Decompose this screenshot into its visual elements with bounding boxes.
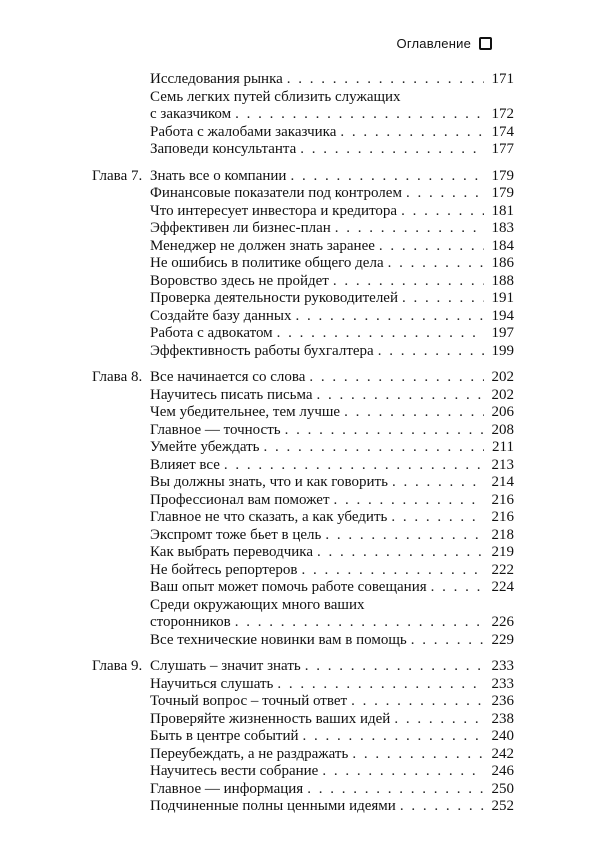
toc-entry[interactable] bbox=[92, 273, 514, 291]
toc-entry-title: Эффективность работы бухгалтера bbox=[150, 342, 374, 359]
toc-entry-title: Что интересует инвестора и кредитора bbox=[150, 202, 398, 219]
toc-section bbox=[92, 168, 514, 361]
toc-entry-page: 238 bbox=[491, 710, 514, 727]
toc-entry-title: Влияет все bbox=[150, 456, 220, 473]
toc-entry-page: 197 bbox=[491, 325, 514, 341]
toc-entry-page: 202 bbox=[491, 386, 514, 403]
toc-entry-title: Быть в центре событий bbox=[150, 728, 299, 744]
toc-entry-title: Вы должны знать, что и как говорить bbox=[150, 474, 388, 490]
toc-entry-title: Переубеждать, а не раздражать bbox=[150, 745, 349, 762]
toc-entry-title-line: Семь легких путей сблизить служащих bbox=[150, 88, 401, 105]
toc-entry-title: Точный вопрос – точный ответ bbox=[150, 693, 348, 709]
toc-entry-page: 181 bbox=[491, 202, 514, 219]
toc-entry[interactable] bbox=[92, 185, 514, 203]
toc-entry-title: Научитесь вести собрание bbox=[150, 763, 319, 779]
toc-entry-page: 233 bbox=[491, 658, 514, 674]
dot-leader bbox=[235, 106, 484, 124]
toc-entry-page: 184 bbox=[491, 237, 514, 254]
toc-entry-page: 183 bbox=[491, 220, 514, 236]
dot-leader bbox=[400, 798, 484, 816]
toc-entry[interactable] bbox=[92, 168, 514, 186]
dot-leader bbox=[285, 422, 484, 440]
dot-leader bbox=[334, 492, 484, 510]
toc-entry-title: Чем убедительнее, тем лучше bbox=[150, 404, 341, 420]
toc-entry[interactable] bbox=[92, 457, 514, 475]
toc-entry[interactable] bbox=[92, 614, 514, 632]
toc-entry-page: 222 bbox=[491, 561, 514, 578]
toc-entry-page: 194 bbox=[491, 307, 514, 324]
toc-entry-title: сторонников bbox=[150, 614, 231, 630]
toc-entry-title: Ваш опыт может помочь работе совещания bbox=[150, 579, 427, 595]
dot-leader bbox=[352, 746, 484, 764]
toc-entry-title: Знать все о компании bbox=[150, 167, 287, 184]
dot-leader bbox=[277, 676, 484, 694]
toc-entry[interactable] bbox=[92, 763, 514, 781]
toc-entry-title: Менеджер не должен знать заранее bbox=[150, 237, 375, 254]
toc-entry-page: 171 bbox=[491, 71, 514, 87]
toc-entry-title: Умейте убеждать bbox=[150, 439, 260, 455]
toc-entry-title: Работа с адвокатом bbox=[150, 325, 273, 341]
dot-leader bbox=[303, 728, 484, 746]
toc-entry-page: 211 bbox=[492, 439, 514, 455]
toc-entry-title: Все начинается со слова bbox=[150, 369, 306, 385]
toc-entry[interactable] bbox=[92, 238, 514, 256]
toc-entry[interactable] bbox=[92, 658, 514, 676]
toc-entry-title: Профессионал вам поможет bbox=[150, 491, 330, 508]
toc-entry-title: с заказчиком bbox=[150, 106, 232, 122]
toc-entry[interactable] bbox=[92, 509, 514, 527]
dot-leader bbox=[411, 632, 484, 650]
dot-leader bbox=[351, 693, 484, 711]
toc-entry[interactable] bbox=[92, 325, 514, 343]
toc-entry-title: Главное — точность bbox=[150, 421, 281, 438]
toc-entry-title: Экспромт тоже бьет в цель bbox=[150, 526, 322, 543]
toc-entry-page: 199 bbox=[491, 342, 514, 359]
toc-entry-title: Главное — информация bbox=[150, 780, 304, 797]
dot-leader bbox=[402, 290, 484, 308]
toc-entry-page: 216 bbox=[491, 491, 514, 508]
toc-section bbox=[92, 658, 514, 816]
toc-entry[interactable] bbox=[92, 632, 514, 650]
dot-leader bbox=[394, 711, 484, 729]
toc-entry-title: Проверка деятельности руководителей bbox=[150, 290, 398, 306]
toc-entry-page: 229 bbox=[491, 631, 514, 648]
toc-entry-page: 206 bbox=[491, 404, 514, 420]
toc-entry[interactable] bbox=[92, 71, 514, 89]
toc-entry-page: 174 bbox=[491, 123, 514, 140]
chapter-label: Глава 8. bbox=[92, 369, 143, 385]
toc-entry-page: 188 bbox=[491, 272, 514, 289]
toc-entry[interactable] bbox=[92, 492, 514, 510]
toc-entry-page: 218 bbox=[491, 526, 514, 543]
dot-leader bbox=[391, 509, 484, 527]
toc-entry-title: Заповеди консультанта bbox=[150, 141, 297, 157]
toc-entry-page: 202 bbox=[491, 369, 514, 385]
toc-entry[interactable] bbox=[92, 676, 514, 694]
dot-leader bbox=[264, 439, 485, 457]
toc-entry[interactable] bbox=[92, 369, 514, 387]
dot-leader bbox=[388, 255, 484, 273]
toc-entry-page: 240 bbox=[491, 728, 514, 744]
toc-entry[interactable] bbox=[92, 746, 514, 764]
dot-leader bbox=[317, 544, 484, 562]
dot-leader bbox=[401, 203, 484, 221]
toc-entry-page: 213 bbox=[491, 456, 514, 473]
toc-entry[interactable] bbox=[92, 255, 514, 273]
toc-entry[interactable] bbox=[92, 220, 514, 238]
toc-entry[interactable] bbox=[92, 404, 514, 422]
toc-entry[interactable] bbox=[92, 693, 514, 711]
dot-leader bbox=[296, 308, 484, 326]
toc-entry-page: 236 bbox=[491, 693, 514, 709]
dot-leader bbox=[309, 369, 484, 387]
toc-entry-page: 172 bbox=[491, 106, 514, 122]
toc-entry[interactable] bbox=[92, 141, 514, 159]
table-of-contents bbox=[92, 71, 514, 825]
toc-entry-title: Как выбрать переводчика bbox=[150, 544, 314, 560]
toc-entry[interactable] bbox=[92, 439, 514, 457]
toc-entry-title: Исследования рынка bbox=[150, 71, 283, 87]
toc-entry-page: 233 bbox=[491, 675, 514, 692]
toc-entry[interactable] bbox=[92, 728, 514, 746]
toc-entry-page: 226 bbox=[491, 614, 514, 630]
toc-entry-title: Не бойтесь репортеров bbox=[150, 561, 298, 578]
toc-entry[interactable] bbox=[92, 308, 514, 326]
dot-leader bbox=[305, 658, 484, 676]
dot-leader bbox=[333, 273, 484, 291]
toc-entry-title: Воровство здесь не пройдет bbox=[150, 272, 329, 289]
toc-entry-page: 246 bbox=[491, 763, 514, 779]
toc-entry[interactable] bbox=[92, 343, 514, 361]
toc-entry-title: Работа с жалобами заказчика bbox=[150, 123, 337, 140]
dot-leader bbox=[307, 781, 484, 799]
dot-leader bbox=[235, 614, 484, 632]
dot-leader bbox=[300, 141, 484, 159]
toc-entry[interactable] bbox=[92, 562, 514, 580]
dot-leader bbox=[317, 387, 484, 405]
toc-entry-title: Главное не что сказать, а как убедить bbox=[150, 509, 388, 525]
toc-entry-title: Не ошибись в политике общего дела bbox=[150, 255, 384, 271]
dot-leader bbox=[379, 238, 484, 256]
toc-entry-page: 179 bbox=[491, 185, 514, 201]
toc-entry-title: Эффективен ли бизнес-план bbox=[150, 220, 331, 236]
toc-entry-title: Создайте базу данных bbox=[150, 307, 292, 324]
toc-entry-title-line: Среди окружающих много ваших bbox=[150, 596, 365, 613]
dot-leader bbox=[340, 124, 484, 142]
dot-leader bbox=[406, 185, 484, 203]
toc-entry-page: 250 bbox=[491, 780, 514, 797]
toc-entry-page: 242 bbox=[491, 745, 514, 762]
toc-entry-title: Проверяйте жизненность ваших идей bbox=[150, 710, 391, 727]
toc-entry-title: Все технические новинки вам в помощь bbox=[150, 631, 407, 648]
toc-entry[interactable] bbox=[92, 422, 514, 440]
square-bullet-icon bbox=[479, 37, 492, 50]
dot-leader bbox=[287, 71, 484, 89]
toc-entry-page: 208 bbox=[491, 421, 514, 438]
dot-leader bbox=[302, 562, 484, 580]
toc-entry-title: Слушать – значит знать bbox=[150, 658, 301, 674]
toc-entry[interactable] bbox=[92, 544, 514, 562]
toc-entry-page: 177 bbox=[491, 141, 514, 157]
toc-entry[interactable] bbox=[92, 798, 514, 816]
chapter-label: Глава 9. bbox=[92, 658, 143, 674]
toc-entry-title: Финансовые показатели под контролем bbox=[150, 185, 402, 201]
toc-entry[interactable] bbox=[92, 474, 514, 492]
toc-entry-title: Научитесь писать письма bbox=[150, 386, 313, 403]
toc-entry-page: 252 bbox=[491, 798, 514, 814]
toc-entry-page: 214 bbox=[491, 474, 514, 490]
chapter-label: Глава 7. bbox=[92, 167, 143, 184]
running-header bbox=[397, 36, 492, 51]
toc-entry[interactable] bbox=[92, 527, 514, 545]
dot-leader bbox=[344, 404, 484, 422]
dot-leader bbox=[224, 457, 484, 475]
toc-entry-page: 219 bbox=[491, 544, 514, 560]
dot-leader bbox=[378, 343, 484, 361]
toc-entry[interactable] bbox=[92, 387, 514, 405]
toc-entry-title: Научиться слушать bbox=[150, 675, 274, 692]
toc-entry[interactable] bbox=[92, 579, 514, 597]
toc-entry[interactable] bbox=[92, 106, 514, 124]
toc-entry-page: 191 bbox=[491, 290, 514, 306]
toc-entry[interactable] bbox=[92, 711, 514, 729]
toc-entry-page: 216 bbox=[491, 509, 514, 525]
dot-leader bbox=[335, 220, 484, 238]
toc-entry-page: 186 bbox=[491, 255, 514, 271]
dot-leader bbox=[431, 579, 484, 597]
dot-leader bbox=[392, 474, 484, 492]
toc-entry[interactable] bbox=[92, 203, 514, 221]
toc-entry-page: 179 bbox=[491, 167, 514, 184]
toc-section bbox=[92, 369, 514, 649]
dot-leader bbox=[290, 168, 484, 186]
toc-entry[interactable] bbox=[92, 781, 514, 799]
toc-entry-title: Подчиненные полны ценными идеями bbox=[150, 798, 396, 814]
header-title: Оглавление bbox=[396, 36, 471, 51]
toc-entry[interactable] bbox=[92, 124, 514, 142]
dot-leader bbox=[322, 763, 484, 781]
toc-section bbox=[92, 71, 514, 159]
toc-entry-page: 224 bbox=[491, 579, 514, 595]
toc-entry[interactable] bbox=[92, 290, 514, 308]
dot-leader bbox=[325, 527, 484, 545]
dot-leader bbox=[277, 325, 484, 343]
